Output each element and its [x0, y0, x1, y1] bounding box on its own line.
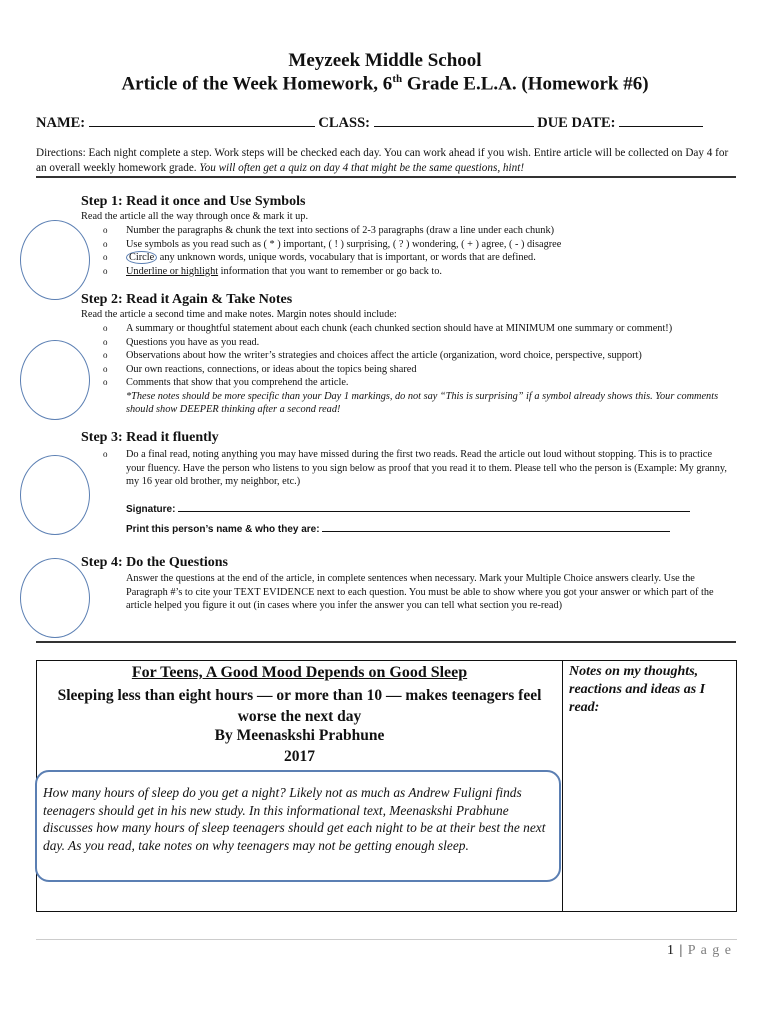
list-item: o Do a final read, noting anything you may have missed during the first two reads. Read the article out loud without stopping. This is to practice your fluency. Have the person who listens to you sign below as proof that you read it to them. Please tell who the person is (Example: My granny, my 16 year old brother, my neighbor, etc.) [103, 449, 727, 487]
step2-intro: Read the article a second time and make notes. Margin notes should include: [81, 309, 397, 320]
list-item: o A summary or thoughtful statement about each chunk (each chunked section should have at MINIMUM one summary or comment!) [103, 323, 673, 334]
name-field[interactable] [89, 112, 315, 127]
step2-note: *These notes should be more specific than your Day 1 markings, do not say “This is surprising” if a symbol already shows this. Your comments should show DEEPER thinking after a second read! [126, 390, 719, 415]
step1-check-circle[interactable] [20, 220, 90, 300]
directions-hint: You will often get a quiz on day 4 that might be the same questions, hint! [199, 162, 525, 174]
list-item: o Comments that show that you comprehend the article. [103, 377, 349, 388]
article-subtitle: Sleeping less than eight hours — or more than 10 — makes teenagers feel worse the next day [57, 687, 542, 725]
name-label: NAME: [36, 115, 86, 131]
article-intro: How many hours of sleep do you get a night? Likely not as much as Andrew Fuligni finds teenagers should get in his new study. In this informational text, Meenaskshi Prabhune discusses how many hours of sleep teenagers should get each night to be at their best the next day. As you read, take notes on why teenagers may not be getting enough sleep. [43, 785, 546, 853]
step3-list [103, 448, 733, 489]
directions [36, 146, 736, 176]
step2-title: Step 2: Read it Again & Take Notes [81, 292, 293, 307]
title-superscript: th [392, 73, 403, 85]
page-separator: | [674, 943, 688, 958]
due-date-field[interactable] [619, 112, 703, 127]
signature-label: Signature: [126, 504, 176, 515]
article-year: 2017 [284, 748, 315, 765]
step1-title: Step 1: Read it once and Use Symbols [81, 194, 306, 209]
page-title [0, 73, 770, 95]
print-name-row [126, 521, 670, 535]
page-label: P a g e [687, 943, 732, 958]
step4-text: Answer the questions at the end of the article, in complete sentences when necessary. Mark your Multiple Choice answers clearly. Use the Paragraph #’s to cite your TEXT EVIDENCE next to each question. You must be able to show where you got your answer or which part of the article helped you figure it out (in cases where you infer the answer you can tell what section you re-read) [126, 573, 714, 611]
signature-row [126, 501, 690, 515]
step-divider [36, 641, 736, 643]
list-item: o Our own reactions, connections, or ideas about the topics being shared [103, 363, 417, 375]
header-divider [36, 176, 736, 178]
school-name: Meyzeek Middle School [288, 50, 482, 71]
step2-check-circle[interactable] [20, 340, 90, 420]
step4-title: Step 4: Do the Questions [81, 555, 229, 570]
class-label: CLASS: [318, 115, 370, 131]
article-title: For Teens, A Good Mood Depends on Good Sleep [131, 664, 468, 681]
list-item: o Use symbols as you read such as ( * ) important, ( ! ) surprising, ( ? ) wondering, ( + ) agree, ( - ) disagree [103, 238, 562, 250]
step2-list [103, 322, 743, 417]
title-part2: Grade E.L.A. (Homework #6) [402, 73, 649, 95]
step1-list [103, 224, 723, 278]
circled-word: Circle [126, 251, 157, 264]
list-item: o Questions you have as you read. [103, 336, 260, 348]
print-name-label: Print this person’s name & who they are: [126, 524, 320, 535]
article-table-divider [562, 660, 563, 912]
directions-text: Directions: Each night complete a step. Work steps will be checked each day. You can work ahead if you wish. Entire article will be collected on Day 4 for an overall weekly homework grade. [36, 147, 729, 174]
article-byline: By Meenaskshi Prabhune [214, 727, 385, 744]
due-date-label: DUE DATE: [537, 115, 616, 131]
step3-title: Step 3: Read it fluently [81, 430, 219, 445]
class-field[interactable] [374, 112, 534, 127]
step1-intro: Read the article all the way through once & mark it up. [81, 211, 309, 222]
name-class-due-row [36, 112, 703, 132]
title-part1: Article of the Week Homework, 6 [121, 73, 393, 95]
step3-check-circle[interactable] [20, 455, 90, 535]
underlined-phrase: Underline or highlight [126, 265, 219, 277]
list-item: o Observations about how the writer’s strategies and choices affect the article (organization, word choice, perspective, support) [103, 350, 642, 361]
page-number: 1 [666, 943, 675, 958]
list-item: o Circle any unknown words, unique words, vocabulary that is important, or words that are defined. [103, 252, 536, 263]
notes-heading: Notes on my thoughts, reactions and ideas as I read: [569, 664, 706, 715]
footer-divider [36, 939, 737, 940]
signature-field[interactable] [178, 501, 690, 512]
list-item: o Underline or highlight information that you want to remember or go back to. [103, 265, 442, 277]
page-footer [667, 943, 732, 959]
print-name-field[interactable] [322, 521, 670, 532]
list-item: o Number the paragraphs & chunk the text into sections of 2-3 paragraphs (draw a line under each chunk) [103, 225, 555, 236]
step4-check-circle[interactable] [20, 558, 90, 638]
